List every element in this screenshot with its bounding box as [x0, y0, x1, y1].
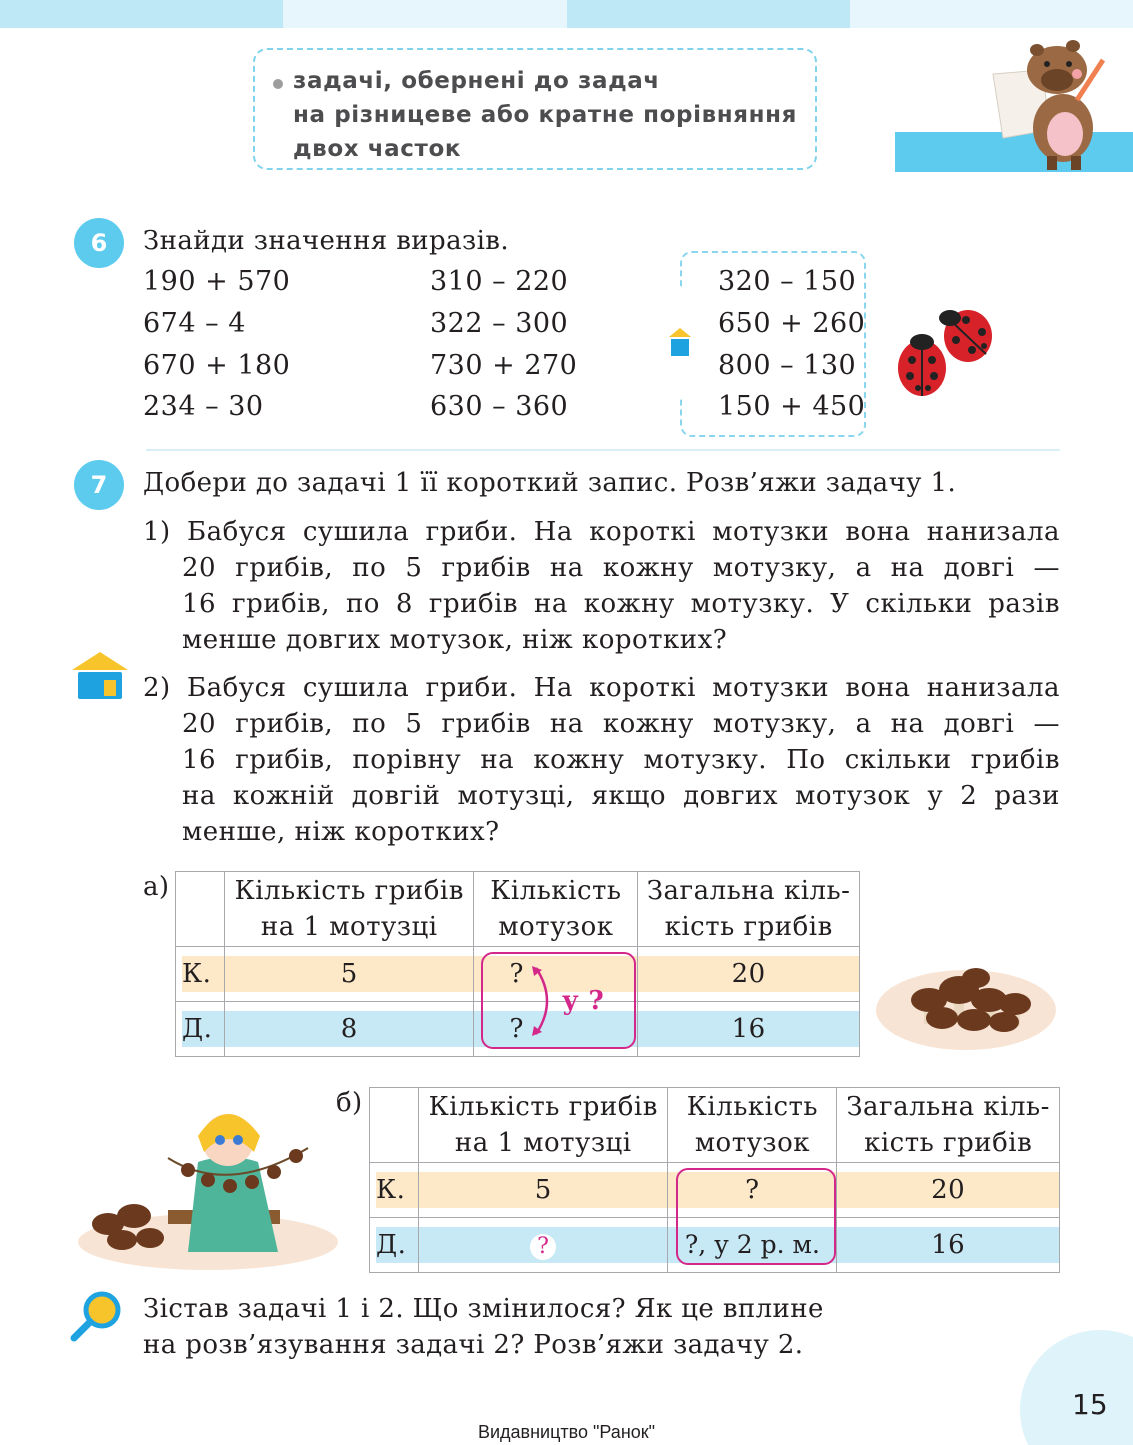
- page-number: 15: [1072, 1388, 1108, 1421]
- goal-line-2: на різницеве або кратне порівняння: [293, 102, 797, 128]
- goal-line-1: задачі, обернені до задач: [293, 68, 660, 94]
- table-a-header-row: [176, 872, 860, 947]
- task2-line-5: менше, ніж коротких?: [182, 817, 500, 847]
- house-icon: [70, 650, 130, 700]
- task1-line-2: 20 грибів, по 5 грибів на кожну мотузку, а на довгі —: [182, 553, 1060, 583]
- expr-2-4: 630 – 360: [430, 391, 569, 422]
- task1-line-3: 16 грибів, по 8 грибів на кожну мотузку. У скільки разів: [182, 589, 1060, 619]
- task1-line-1: 1) Бабуся сушила гриби. На короткі мотузки вона нанизала: [143, 517, 1060, 547]
- table-b-header-count: Кількість мотузок: [668, 1088, 837, 1163]
- table-b-label: б): [336, 1088, 363, 1118]
- reflection-line-1: Зістав задачі 1 і 2. Що змінилося? Як це вплине: [143, 1294, 824, 1324]
- mushrooms-illustration: [876, 930, 1056, 1050]
- top-stripe-1: [0, 0, 283, 28]
- task2-line-3: 16 грибів, порівну на кожну мотузку. По скільки грибів: [182, 745, 1060, 775]
- top-color-bar: [0, 0, 1133, 28]
- task2-line-2: 20 грибів, по 5 грибів на кожну мотузку, а на довгі —: [182, 709, 1060, 739]
- publisher-footer: Видавництво "Ранок": [477, 1422, 656, 1442]
- table-row: К. 5 ? 20: [370, 1163, 1060, 1218]
- table-row: Д. 8 ? 16: [176, 1002, 860, 1057]
- magnifier-icon: [68, 1290, 124, 1344]
- expr-1-3: 670 + 180: [143, 350, 291, 381]
- table-a-header-per: Кількість грибів на 1 мотузці: [224, 872, 474, 947]
- grandmother-illustration: [78, 1092, 340, 1270]
- top-stripe-3: [567, 0, 850, 28]
- table-b-header-total: Загальна кіль- кість грибів: [837, 1088, 1060, 1163]
- compare-arrow-icon: [528, 964, 560, 1038]
- exercise-7-instruction: Добери до задачі 1 її короткий запис. Розв’яжи задачу 1.: [143, 468, 957, 498]
- lesson-goal-box: [253, 48, 817, 170]
- expr-2-1: 310 – 220: [430, 266, 569, 297]
- table-a-header-count: Кількість мотузок: [474, 872, 638, 947]
- goal-line-3: двох часток: [293, 136, 462, 162]
- house-icon-small: [668, 327, 692, 357]
- table-row: К. 5 ? 20: [176, 947, 860, 1002]
- bullet-icon: [273, 79, 283, 89]
- section-divider: [146, 449, 1060, 451]
- task1-line-4: менше довгих мотузок, ніж коротких?: [182, 625, 728, 655]
- table-b-header-row: [370, 1088, 1060, 1163]
- compare-label: у ?: [562, 986, 605, 1016]
- expr-2-3: 730 + 270: [430, 350, 578, 381]
- expr-3-2: 650 + 260: [718, 308, 866, 339]
- unknown-value-marker: ?: [530, 1234, 556, 1260]
- expr-3-1: 320 – 150: [718, 266, 857, 297]
- exercise-6-instruction: Знайди значення виразів.: [143, 226, 509, 256]
- comparison-highlight-b: [676, 1168, 836, 1265]
- table-a-label: а): [143, 872, 170, 902]
- task2-line-4: на кожній довгій мотузці, якщо довгих мотузок у 2 рази: [182, 781, 1060, 811]
- reflection-line-2: на розв’язування задачі 2? Розв’яжи задачу 2.: [143, 1330, 804, 1360]
- expr-1-4: 234 – 30: [143, 391, 264, 422]
- top-stripe-4: [850, 0, 1133, 28]
- table-b-header-per: Кількість грибів на 1 мотузці: [418, 1088, 668, 1163]
- capybara-illustration: [985, 30, 1115, 170]
- expr-3-4: 150 + 450: [718, 391, 866, 422]
- expr-1-2: 674 – 4: [143, 308, 246, 339]
- expr-2-2: 322 – 300: [430, 308, 569, 339]
- exercise-6-badge: 6: [74, 218, 124, 268]
- expr-1-1: 190 + 570: [143, 266, 291, 297]
- top-stripe-2: [283, 0, 566, 28]
- ladybugs-illustration: [888, 296, 1006, 404]
- table-a-header-total: Загальна кіль- кість грибів: [638, 872, 860, 947]
- exercise-7-badge: 7: [74, 460, 124, 510]
- table-row: Д. ? ?, у 2 р. м. 16: [370, 1218, 1060, 1273]
- expr-3-3: 800 – 130: [718, 350, 857, 381]
- task2-line-1: 2) Бабуся сушила гриби. На короткі мотузки вона нанизала: [143, 673, 1060, 703]
